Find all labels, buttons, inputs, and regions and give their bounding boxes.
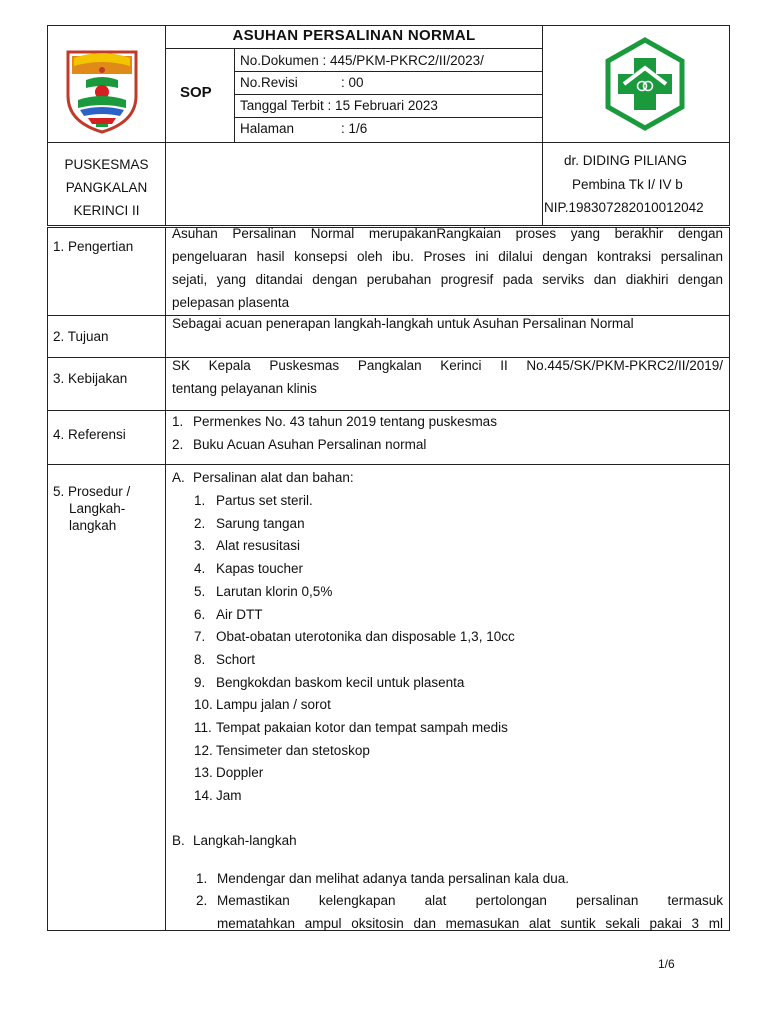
part-b-title: Langkah-langkah [193, 833, 297, 848]
list-item: Kapas toucher [216, 561, 304, 577]
list-number: 6. [194, 606, 206, 622]
list-item: Buku Acuan Asuhan Persalinan normal [193, 437, 427, 452]
signatory-rank: Pembina Tk I/ IV b [572, 177, 683, 192]
step-text [217, 889, 723, 935]
text-line: mematahkan ampul oksitosin dan memasukan alat suntik sekali pakai 3 ml [217, 916, 723, 931]
step-number: 2. [196, 893, 208, 908]
revision-value: : 00 [341, 75, 364, 90]
list-item: Permenkes No. 43 tahun 2019 tentang puskesmas [193, 414, 497, 429]
list-number: 13. [194, 765, 213, 781]
text-line: pelepasan plasenta [172, 295, 290, 310]
page-value: : 1/6 [341, 121, 368, 136]
list-number: 1. [194, 493, 206, 508]
list-item: Larutan klorin 0,5% [216, 583, 333, 599]
page-label: Halaman [240, 121, 295, 136]
list-number: 11. [194, 720, 212, 735]
list-item: Schort [216, 651, 256, 667]
list-number: 1. [172, 414, 184, 429]
list-item: Tempat pakaian kotor dan tempat sampah medis [216, 720, 508, 735]
text-line: tentang pelayanan klinis [172, 381, 317, 396]
list-item: Lampu jalan / sorot [216, 697, 331, 713]
list-item: Bengkokdan baskom kecil untuk plasenta [216, 674, 465, 690]
list-number: 14. [194, 788, 213, 804]
list-number: 9. [194, 674, 206, 690]
signatory-name: dr. DIDING PILIANG [564, 153, 688, 168]
text-line: Asuhan Persalinan Normal merupakanRangkaian proses yang berakhir dengan [172, 226, 723, 241]
list-number: 5. [194, 583, 206, 599]
part-a-marker: A. [172, 470, 185, 485]
list-item: Partus set steril. [216, 493, 313, 508]
regional-emblem-icon [60, 44, 144, 134]
revision-label: No.Revisi [240, 75, 298, 90]
signatory-nip: NIP.198307282010012042 [544, 200, 704, 215]
puskesmas-logo-icon [604, 36, 686, 132]
section-label-tujuan: 2. Tujuan [53, 329, 109, 344]
list-number: 3. [194, 538, 206, 554]
part-b-marker: B. [172, 833, 185, 848]
list-number: 8. [194, 651, 206, 667]
sop-label: SOP [180, 84, 212, 101]
section-label-pengertian: 1. Pengertian [53, 239, 134, 254]
text-line: SK Kepala Puskesmas Pangkalan Kerinci II No.445/SK/PKM-PKRC2/II/2019/ [172, 358, 723, 373]
list-number: 10. [194, 697, 213, 713]
list-number: 12. [194, 742, 213, 758]
text-line: sejati, yang ditandai dengan perubahan progresif pada serviks dan diakhiri dengan [172, 272, 723, 287]
org-name-line3: KERINCI II [73, 203, 140, 218]
org-name-line2: PANGKALAN [65, 180, 148, 195]
list-number: 2. [194, 515, 206, 531]
step-number: 1. [196, 871, 208, 886]
issue-date: Tanggal Terbit : 15 Februari 2023 [240, 98, 438, 113]
list-item: Air DTT [216, 606, 263, 622]
step-text: Mendengar dan melihat adanya tanda persalinan kala dua. [217, 871, 570, 886]
section-label-prosedur: 5. Prosedur / [53, 484, 131, 499]
org-name-line1: PUSKESMAS [64, 157, 149, 172]
text-line: pengeluaran hasil konsepsi oleh ibu. Proses ini dilalui dengan kontraksi persalinan [172, 249, 723, 264]
section-text-kebijakan [172, 354, 723, 400]
list-number: 2. [172, 437, 184, 452]
list-number: 4. [194, 561, 206, 577]
section-text-tujuan: Sebagai acuan penerapan langkah-langkah untuk Asuhan Persalinan Normal [172, 316, 634, 331]
part-a-title: Persalinan alat dan bahan: [193, 470, 354, 485]
list-item: Obat-obatan uterotonika dan disposable 1,3, 10cc [216, 629, 515, 645]
document-title: ASUHAN PERSALINAN NORMAL [232, 27, 476, 44]
doc-number: No.Dokumen : 445/PKM-PKRC2/II/2023/ [240, 53, 484, 68]
list-item: Jam [216, 788, 242, 804]
list-number: 7. [194, 629, 206, 645]
section-label-kebijakan: 3. Kebijakan [53, 371, 128, 386]
text-line: Memastikan kelengkapan alat pertolongan persalinan termasuk [217, 893, 723, 908]
page-number: 1/6 [658, 957, 675, 971]
section-label-referensi: 4. Referensi [53, 427, 126, 442]
list-item: Alat resusitasi [216, 538, 301, 554]
list-item: Sarung tangan [216, 515, 305, 531]
section-text-pengertian [172, 222, 723, 314]
list-item: Doppler [216, 765, 264, 781]
section-label-prosedur-3: langkah [69, 518, 117, 533]
section-label-prosedur-2: Langkah- [69, 501, 126, 516]
list-item: Tensimeter dan stetoskop [216, 742, 370, 758]
